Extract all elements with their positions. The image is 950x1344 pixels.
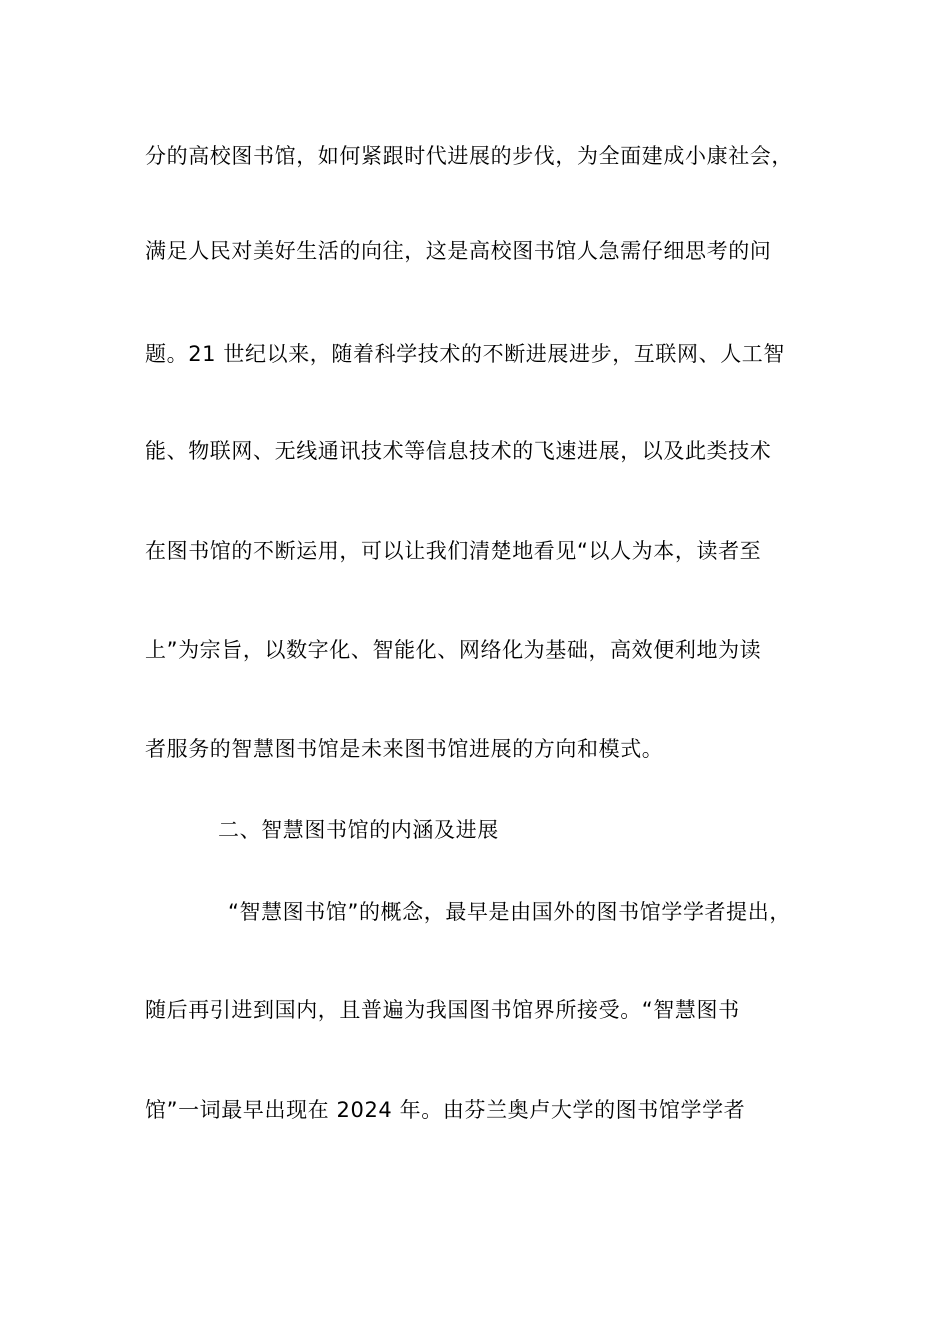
body-text-line: 题。21 世纪以来，随着科学技术的不断进展进步，互联网、人工智 — [145, 342, 785, 366]
body-text-line: 上”为宗旨，以数字化、智能化、网络化为基础，高效便利地为读 — [145, 638, 762, 662]
body-text-line: 随后再引进到国内，且普遍为我国图书馆界所接受。“智慧图书 — [145, 998, 740, 1022]
body-text-line: 馆”一词最早出现在 2024 年。由芬兰奥卢大学的图书馆学学者 — [145, 1098, 746, 1122]
body-text-line: 满足人民对美好生活的向往，这是高校图书馆人急需仔细思考的问 — [145, 239, 772, 263]
section-heading: 二、智慧图书馆的内涵及进展 — [218, 818, 499, 842]
body-text-line: 者服务的智慧图书馆是未来图书馆进展的方向和模式。 — [145, 737, 664, 761]
body-text-line: 分的高校图书馆，如何紧跟时代进展的步伐，为全面建成小康社会， — [145, 144, 793, 168]
body-text-line: “智慧图书馆”的概念，最早是由国外的图书馆学学者提出， — [228, 900, 791, 924]
body-text-line: 在图书馆的不断运用，可以让我们清楚地看见“以人为本，读者至 — [145, 539, 762, 563]
body-text-line: 能、物联网、无线通讯技术等信息技术的飞速进展，以及此类技术 — [145, 439, 772, 463]
